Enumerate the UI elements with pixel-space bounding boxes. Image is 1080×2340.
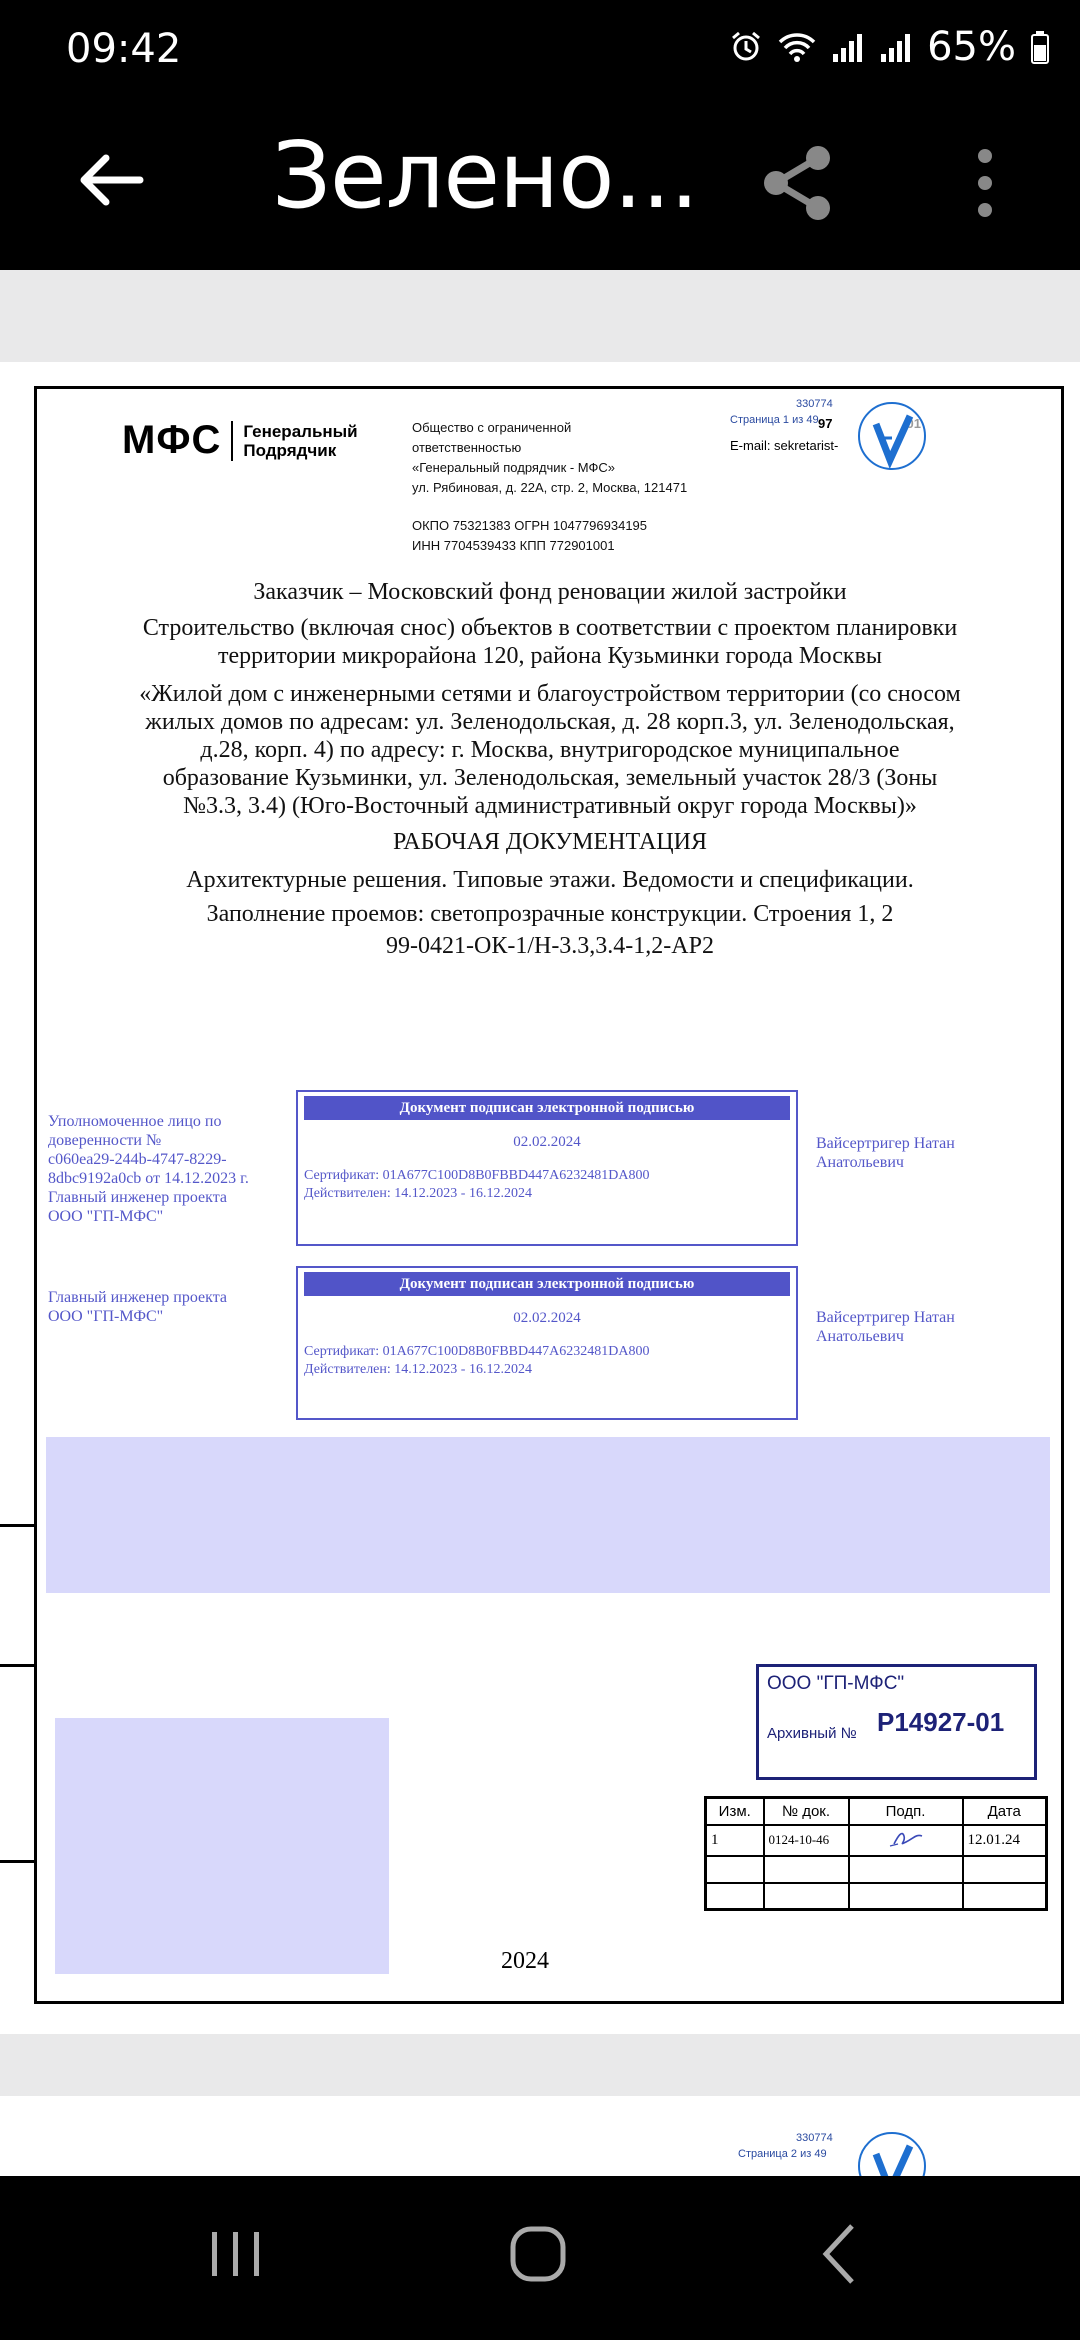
doc-type: РАБОЧАЯ ДОКУМЕНТАЦИЯ [393,829,707,855]
logo-separator [231,421,233,461]
status-time: 09:42 [66,26,182,72]
logo-subtitle: Генеральный Подрядчик [243,421,358,460]
section-line-1: Архитектурные решения. Типовые этажи. Ведомости и спецификации. [186,867,914,893]
e-signature-cert: Сертификат: 01A677C100D8B0FBBD447A6232481DA800 Действителен: 14.12.2023 - 16.12.2024 [304,1344,650,1377]
project-line-1: Строительство (включая снос) объектов в соответствии с проектом планировки [142,615,958,641]
alarm-icon [729,30,763,64]
page2-stamp-number: 330774 [796,2132,833,2144]
col-doc-number: № док. [764,1798,849,1825]
company-details: Общество с ограниченной ответственностью «Генеральный подрядчик - МФС» ул. Рябиновая, д. 22А, стр. 2, Москва, 121471 ОКПО 75321383 ОГРН 1047796934195 ИНН 7704539433 КПП 772901001 [412,420,688,553]
redacted-area [46,1437,1050,1593]
redacted-area-small [55,1718,389,1974]
object-line-3: д.28, корп. 4) по адресу: г. Москва, внутригородское муниципальное [200,737,900,763]
col-change: Изм. [706,1798,764,1825]
document-code: 99-0421-ОК-1/Н-3.3,3.4-1,2-АР2 [386,933,714,959]
object-line-5: №3.3, 3.4) (Юго-Восточный административный округ города Москвы)» [183,793,917,819]
system-nav-bar [0,2176,1080,2340]
document-year: 2024 [501,1948,549,1974]
e-signature-title: Документ подписан электронной подписью [304,1096,790,1120]
app-bar [0,100,1080,270]
table-row [706,1856,1047,1883]
logo-mark: МФС [122,418,222,462]
signer-description-1: Уполномоченное лицо по доверенности № c060ea29-244b-4747-8229- 8dbc9192a0cb от 14.12.2023 г. Главный инженер проекта ООО "ГП-МФС" [48,1113,249,1225]
table-row: 1 0124-10-46 12.01.24 [706,1825,1047,1856]
section-line-2: Заполнение проемов: светопрозрачные конструкции. Строения 1, 2 [206,901,894,927]
page2-counter: Страница 2 из 49 [738,2148,827,2160]
signer-name-2: Вайсертригер Натан Анатольевич [816,1309,955,1345]
email-line: E-mail: sekretarist- [730,438,839,453]
home-icon[interactable] [508,2224,568,2284]
recent-apps-icon[interactable] [208,2226,264,2282]
status-icons [729,24,1050,70]
handwritten-signature [849,1825,963,1856]
document-title: Зелено... [272,122,699,229]
company-logo [122,418,358,463]
battery-icon [1030,30,1050,64]
signer-description-2: Главный инженер проекта ООО "ГП-МФС" [48,1289,228,1325]
object-line-2: жилых домов по адресам: ул. Зеленодольская, д. 28 корп.3, ул. Зеленодольская, [145,709,955,735]
col-date: Дата [963,1798,1047,1825]
object-line-1: «Жилой дом с инженерными сетями и благоустройством территории (со сносом [139,681,961,707]
archive-org: ООО "ГП-МФС" [767,1673,905,1694]
col-signature: Подп. [849,1798,963,1825]
revision-table [704,1796,1048,1911]
status-bar [0,0,1080,100]
fax-number: 97 [818,416,833,431]
object-line-4: образование Кузьминки, ул. Зеленодольская, земельный участок 28/3 (Зоны [162,765,938,791]
back-arrow-icon[interactable] [70,140,150,220]
stamp-number: 330774 [796,398,833,410]
signer-name-1: Вайсертригер Натан Анатольевич [816,1135,955,1171]
page-counter: Страница 1 из 49 [730,414,819,426]
e-signature-cert: Сертификат: 01A677C100D8B0FBBD447A6232481DA800 Действителен: 14.12.2023 - 16.12.2024 [304,1168,650,1201]
revision-table-header [706,1798,1047,1825]
verified-check-icon [856,400,928,472]
e-signature-date: 02.02.2024 [513,1134,581,1150]
share-icon[interactable] [752,138,842,228]
archive-stamp [756,1664,1037,1780]
battery-percent: 65% [927,24,1016,70]
wifi-icon [777,30,817,64]
system-back-icon[interactable] [818,2222,858,2286]
e-signature-box-1 [296,1090,798,1246]
e-signature-date: 02.02.2024 [513,1310,581,1326]
table-row [706,1883,1047,1910]
e-signature-box-2 [296,1266,798,1420]
e-signature-title: Документ подписан электронной подписью [304,1272,790,1296]
archive-number: Р14927-01 [877,1707,1005,1737]
archive-label: Архивный № [767,1725,857,1742]
customer-line: Заказчик – Московский фонд реновации жилой застройки [253,579,847,605]
signal-icon-2 [879,30,913,64]
signal-icon [831,30,865,64]
more-options-icon[interactable] [960,138,1010,228]
project-line-2: территории микрорайона 120, района Кузьминки города Москвы [217,643,883,669]
